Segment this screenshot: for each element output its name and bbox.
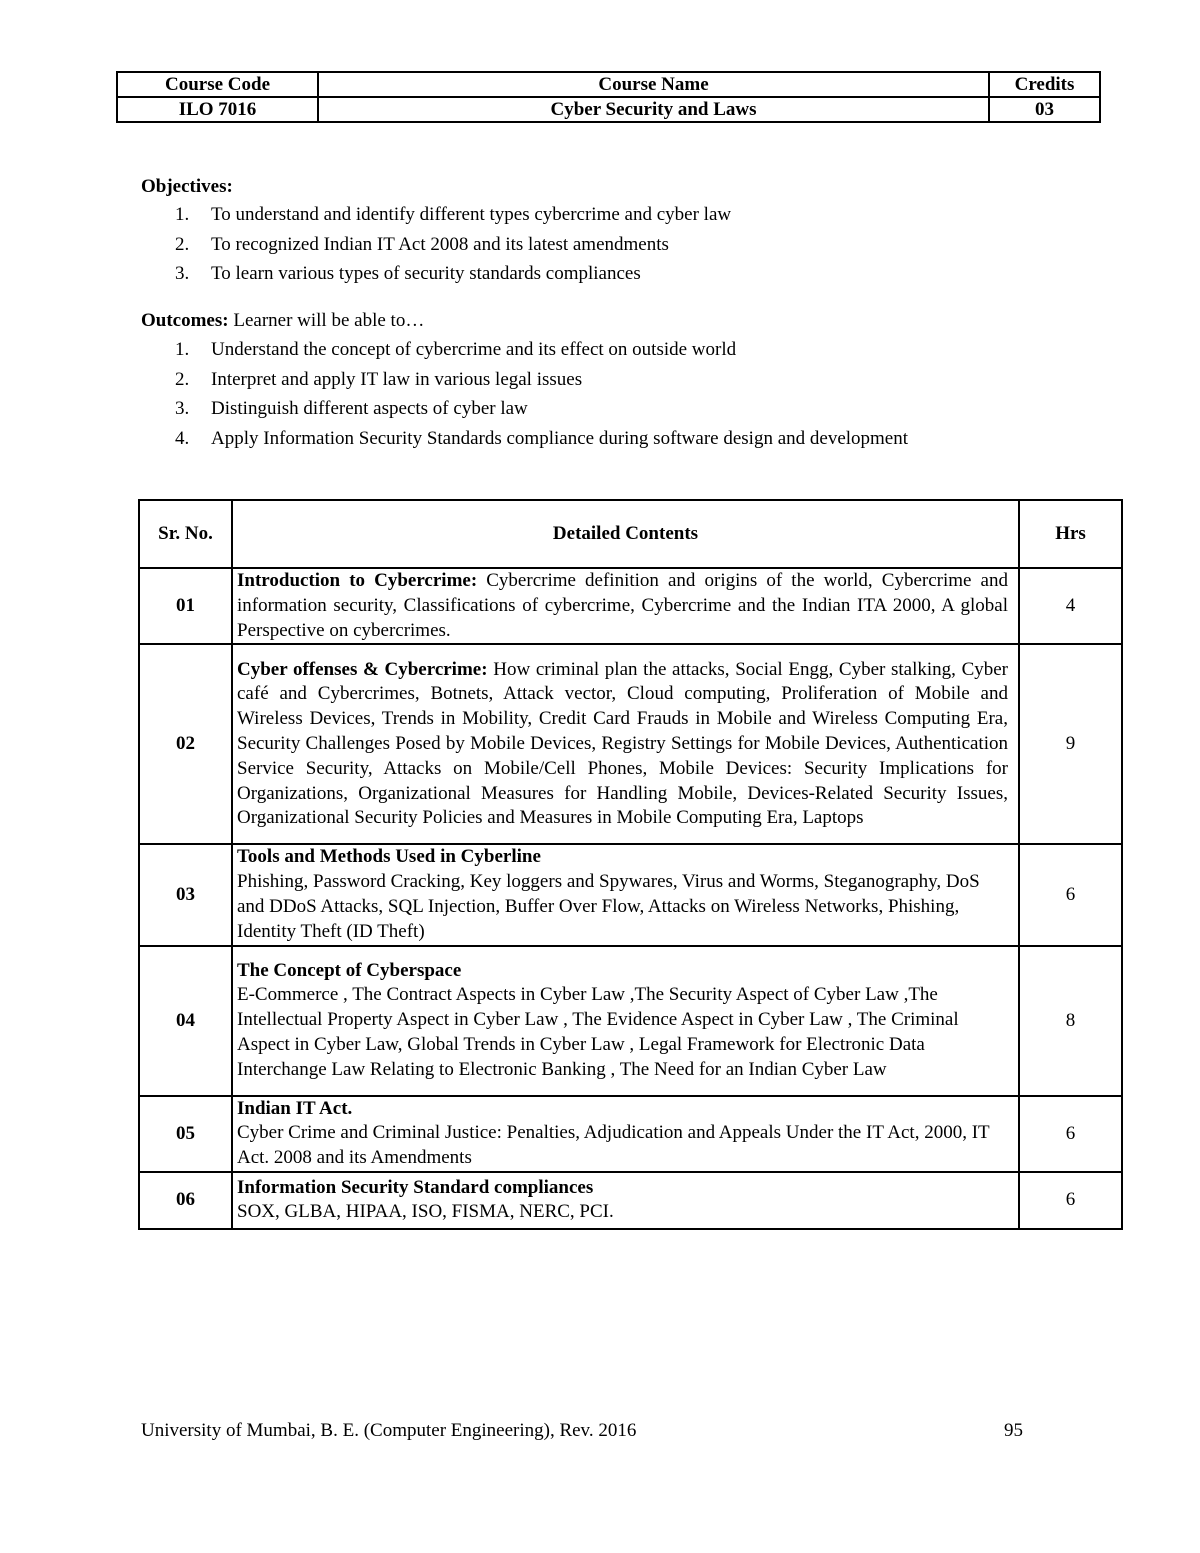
outcomes-intro-line (141, 306, 1141, 335)
objectives-section (141, 173, 1141, 289)
list-number: 3. (175, 263, 190, 284)
outcomes-section (141, 306, 1141, 453)
list-text: To recognized Indian IT Act 2008 and its latest amendments (211, 233, 669, 255)
hrs-value: 4 (1019, 568, 1122, 644)
hrs-header: Hrs (1019, 500, 1122, 568)
sr-no-header: Sr. No. (139, 500, 232, 568)
sr-no: 02 (139, 644, 232, 844)
topic-body: Phishing, Password Cracking, Key loggers and Spywares, Virus and Worms, Steganography, DoS and DDoS Attacks, SQL Injection, Buffer Over Flow, Attacks on Wireless Networks, Phishing, Identity Theft (ID Theft) (237, 871, 980, 942)
topic-body: E-Commerce , The Contract Aspects in Cyber Law ,The Security Aspect of Cyber Law ,The Intellectual Property Aspect in Cyber Law , The Evidence Aspect in Cyber Law , The Criminal Aspect in Cyber Law, Global Trends in Cyber Law , Legal Framework for Electronic Data Interchange Law Relating to Electronic Banking , The Need for an Indian Cyber Law (237, 984, 959, 1080)
course-code-value: ILO 7016 (117, 97, 318, 122)
table-row (139, 568, 1122, 644)
topic-body: SOX, GLBA, HIPAA, ISO, FISMA, NERC, PCI. (237, 1201, 614, 1223)
detail-cell (232, 1172, 1019, 1229)
list-number: 2. (175, 233, 190, 255)
topic-title: Indian IT Act. (237, 1097, 353, 1119)
table-row (139, 1172, 1122, 1229)
list-text: Interpret and apply IT law in various legal issues (211, 368, 583, 390)
sr-no: 06 (139, 1172, 232, 1229)
list-text: Apply Information Security Standards compliance during software design and development (211, 427, 909, 449)
credits-header: Credits (989, 72, 1100, 97)
hrs-value: 9 (1019, 644, 1122, 844)
topic-body: Cybercrime definition and origins of the world, Cybercrime and information security, Classifications of cybercrime, Cybercrime and the Indian ITA 2000, A global Perspective on cybercrimes. (237, 570, 1008, 641)
detail-cell (232, 946, 1019, 1096)
page-footer: University of Mumbai, B. E. (Computer Engineering), Rev. 2016 (141, 1420, 637, 1441)
objectives-heading: Objectives: (141, 176, 233, 197)
table-row (139, 946, 1122, 1096)
detail-cell (232, 844, 1019, 945)
topic-body: How criminal plan the attacks, Social Engg, Cyber stalking, Cyber café and Cybercrimes, Botnets, Attack vector, Cloud computing, Proliferation of Mobile and Wireless Devices, Trends in Mobility, Credit Card Frauds in Mobile and Wireless Computing Era, Security Challenges Posed by Mobile Devices, Registry Settings for Mobile Devices, Authentication Service Security, Attacks on Mobile/Cell Phones, Mobile Devices: Security Implications for Organizations, Organizational Measures for Handling Mobile, Devices-Related Security Issues, Organizational Security Policies and Measures in Mobile Computing Era, Laptops (237, 658, 1008, 829)
objective-item (141, 259, 1141, 289)
list-number: 2. (175, 368, 190, 390)
course-table-row (117, 97, 1100, 122)
list-text: Distinguish different aspects of cyber law (211, 398, 528, 419)
hrs-value: 6 (1019, 844, 1122, 945)
course-table-header-row (117, 72, 1100, 97)
topic-body: Cyber Crime and Criminal Justice: Penalties, Adjudication and Appeals Under the IT Act, 2000, IT Act. 2008 and its Amendments (237, 1122, 990, 1169)
sr-no: 04 (139, 946, 232, 1096)
outcome-item (141, 335, 1141, 365)
objective-item (141, 230, 1141, 260)
topic-title: Tools and Methods Used in Cyberline (237, 846, 541, 868)
course-name-value: Cyber Security and Laws (318, 97, 989, 122)
sr-no: 03 (139, 844, 232, 945)
topic-title: The Concept of Cyberspace (237, 959, 462, 981)
list-text: Understand the concept of cybercrime and its effect on outside world (211, 339, 737, 360)
outcomes-intro: Learner will be able to… (228, 310, 425, 331)
detail-cell (232, 1096, 1019, 1172)
outcome-item (141, 365, 1141, 395)
list-number: 1. (175, 339, 190, 360)
list-text: To understand and identify different types cybercrime and cyber law (211, 204, 732, 225)
hrs-value: 6 (1019, 1096, 1122, 1172)
topic-title: Information Security Standard compliances (237, 1176, 594, 1198)
table-row (139, 844, 1122, 945)
list-text: To learn various types of security standards compliances (211, 263, 641, 284)
page-number: 95 (1004, 1420, 1023, 1441)
outcomes-heading: Outcomes: (141, 310, 229, 331)
contents-table (138, 499, 1123, 1230)
objective-item (141, 200, 1141, 230)
outcome-item (141, 394, 1141, 424)
list-number: 1. (175, 204, 190, 225)
course-name-header: Course Name (318, 72, 989, 97)
contents-header-row (139, 500, 1122, 568)
detail-cell (232, 644, 1019, 844)
sr-no: 05 (139, 1096, 232, 1172)
detailed-contents-header: Detailed Contents (232, 500, 1019, 568)
list-number: 4. (175, 427, 190, 449)
list-number: 3. (175, 398, 190, 419)
topic-title: Introduction to Cybercrime: (237, 570, 478, 591)
table-row (139, 1096, 1122, 1172)
topic-title: Cyber offenses & Cybercrime: (237, 658, 488, 680)
sr-no: 01 (139, 568, 232, 644)
table-row (139, 644, 1122, 844)
hrs-value: 6 (1019, 1172, 1122, 1229)
course-table (116, 71, 1101, 123)
outcome-item (141, 424, 1141, 454)
detail-cell (232, 568, 1019, 644)
hrs-value: 8 (1019, 946, 1122, 1096)
course-code-header: Course Code (117, 72, 318, 97)
credits-value: 03 (989, 97, 1100, 122)
objectives-list (141, 200, 1141, 289)
outcomes-list (141, 335, 1141, 453)
